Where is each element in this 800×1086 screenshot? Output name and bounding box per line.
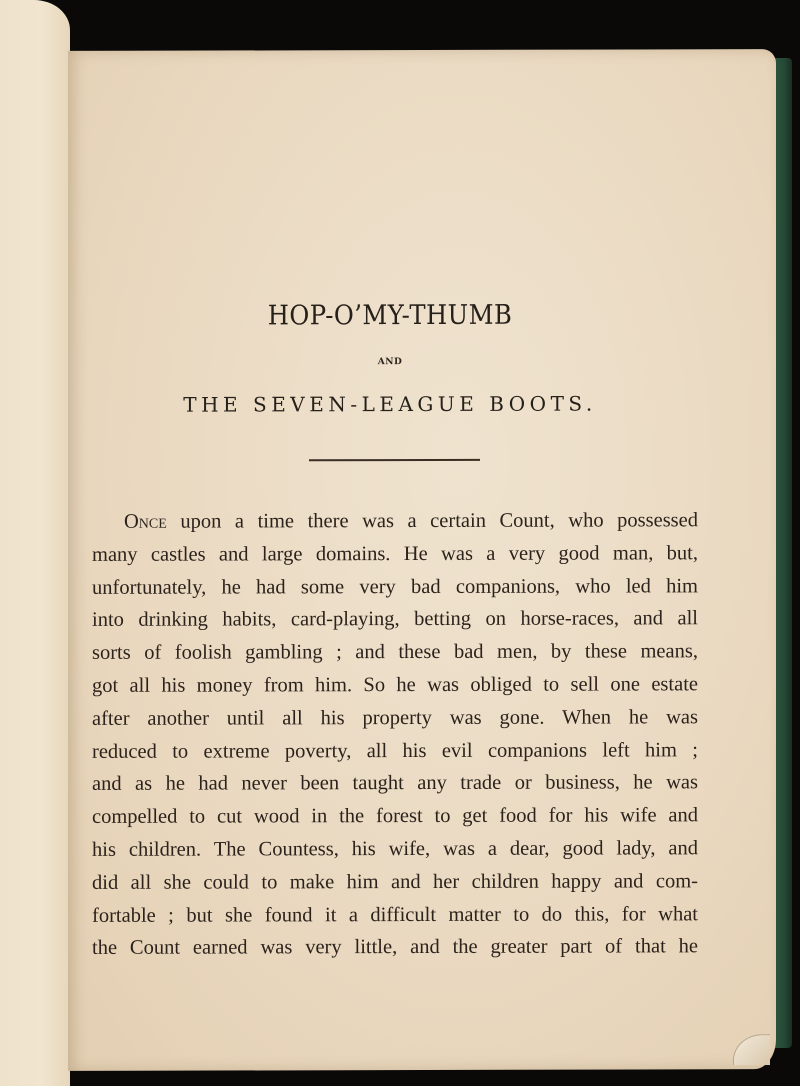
- text-line: fortable ; but she found it a difficult matter to do this, for what: [92, 902, 698, 927]
- text-line: did all she could to make him and her children happy and com-: [92, 870, 698, 894]
- text-line: unfortunately, he had some very bad companions, who led him: [92, 574, 698, 599]
- text-line: compelled to cut wood in the forest to get food for his wife and: [92, 804, 698, 829]
- text-line: Once upon a time there was a certain Count, who possessed: [124, 509, 699, 533]
- text-line: his children. The Countess, his wife, was a dear, good lady, and: [92, 837, 698, 861]
- text-line: into drinking habits, card-playing, betting on horse-races, and all: [92, 607, 698, 632]
- book-page: [68, 49, 776, 1071]
- title-conjunction: AND: [377, 357, 403, 368]
- opening-word: Once: [124, 510, 167, 533]
- story-subtitle: THE SEVEN-LEAGUE BOOTS.: [183, 391, 597, 417]
- story-body: [92, 504, 698, 965]
- text-line: after another until all his property was gone. When he was: [92, 706, 698, 730]
- text-line: many castles and large domains. He was a very good man, but,: [92, 542, 698, 566]
- title-divider-rule: [309, 459, 480, 461]
- page-corner-curl: [733, 1034, 770, 1065]
- text-line: reduced to extreme poverty, all his evil companions left him ;: [92, 738, 698, 763]
- text-line: sorts of foolish gambling ; and these bad men, by these means,: [92, 640, 698, 665]
- left-page-edge: [0, 0, 70, 1086]
- text-line: and as he had never been taught any trade or business, he was: [92, 771, 698, 796]
- text-line: the Count earned was very little, and the greater part of that he: [92, 935, 698, 960]
- text-line: got all his money from him. So he was obliged to sell one estate: [92, 673, 698, 697]
- story-title: HOP-O’MY-THUMB: [267, 299, 513, 332]
- page-text-block: [80, 49, 699, 960]
